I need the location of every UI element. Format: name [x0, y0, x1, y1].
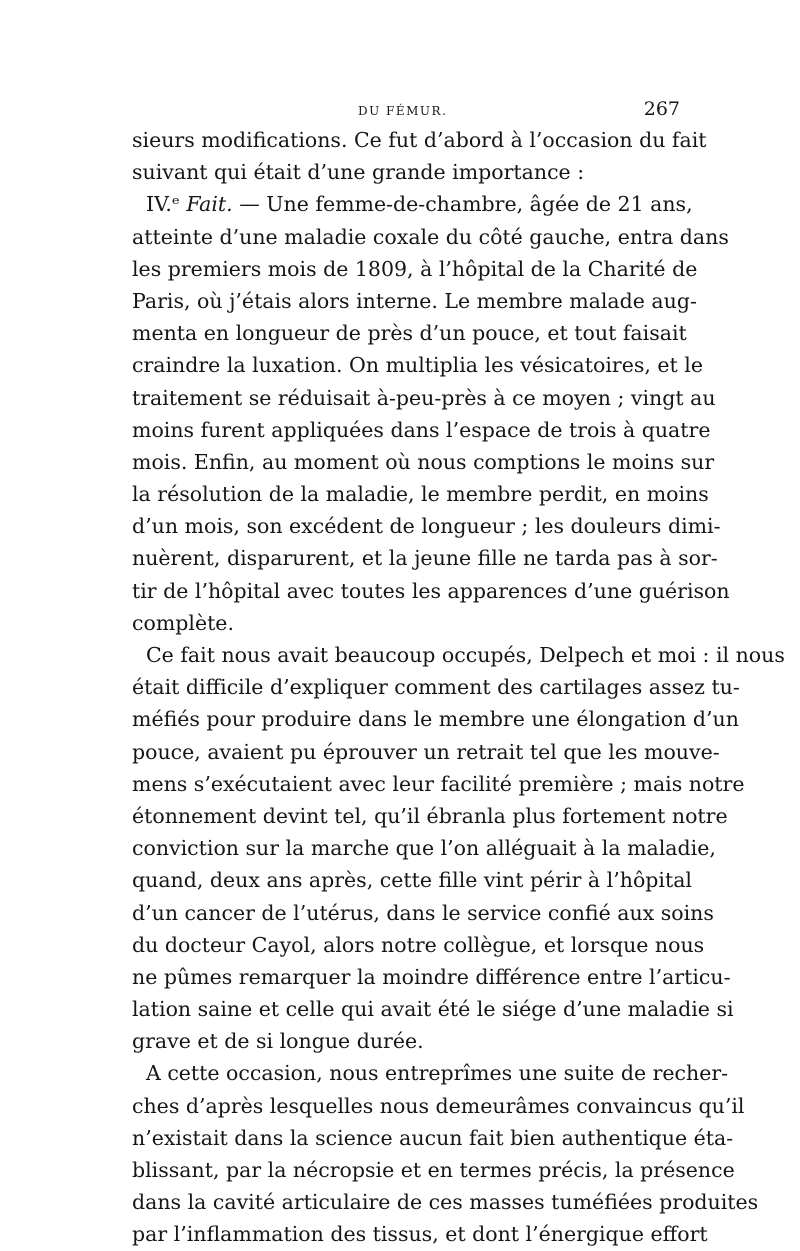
- fait-heading-line: [132, 188, 693, 220]
- text-line: du docteur Cayol, alors notre collègue, et lorsque nous: [132, 932, 705, 957]
- text-line: dans la cavité articulaire de ces masses tuméfiées produites: [132, 1190, 759, 1215]
- text-line: Ce fait nous avait beaucoup occupés, Delpech et moi : il nous: [146, 643, 785, 667]
- text-line: étonnement devint tel, qu’il ébranla plus fortement notre: [132, 803, 728, 828]
- text-line: lation saine et celle qui avait été le siége d’une maladie si: [132, 997, 734, 1022]
- text-line: sieurs modifications. Ce fut d’abord à l’occasion du fait: [132, 128, 707, 152]
- text-line: quand, deux ans après, cette fille vint périr à l’hôpital: [132, 868, 692, 893]
- text-line: tir de l’hôpital avec toutes les apparences d’une guérison: [132, 578, 730, 603]
- text-line: les premiers mois de 1809, à l’hôpital de la Charité de: [132, 256, 698, 281]
- fait-number: IV.ᵉ: [146, 192, 180, 217]
- text-line: méfiés pour produire dans le membre une élongation d’un: [132, 707, 739, 732]
- running-title: DU FÉMUR.: [358, 104, 448, 118]
- text-line: conviction sur la marche que l’on alléguait à la maladie,: [132, 836, 716, 861]
- text-line: A cette occasion, nous entreprîmes une suite de recher-: [146, 1061, 729, 1086]
- text-line: n’existait dans la science aucun fait bien authentique éta-: [132, 1125, 734, 1150]
- text-line: nuèrent, disparurent, et la jeune fille ne tarda pas à sor-: [132, 546, 718, 571]
- text-line: d’un cancer de l’utérus, dans le service confié aux soins: [132, 900, 714, 925]
- text-line: craindre la luxation. On multiplia les vésicatoires, et le: [132, 353, 703, 378]
- text-line: grave et de si longue durée.: [132, 1029, 424, 1054]
- text-line: ne pûmes remarquer la moindre différence entre l’articu-: [132, 964, 731, 989]
- text-line: ches d’après lesquelles nous demeurâmes convaincus qu’il: [132, 1093, 745, 1118]
- text-line: menta en longueur de près d’un pouce, et tout faisait: [132, 321, 687, 346]
- text-line: mens s’exécutaient avec leur facilité première ; mais notre: [132, 771, 745, 796]
- text-line: Paris, où j’étais alors interne. Le membre malade aug-: [132, 288, 697, 313]
- fait-label: Fait.: [186, 192, 233, 217]
- fait-text: — Une femme-de-chambre, âgée de 21 ans,: [239, 192, 693, 217]
- text-line: moins furent appliquées dans l’espace de trois à quatre: [132, 417, 711, 442]
- text-line: pouce, avaient pu éprouver un retrait tel que les mouve-: [132, 739, 720, 764]
- text-line: suivant qui était d’une grande importance :: [132, 160, 585, 185]
- text-line: la résolution de la maladie, le membre perdit, en moins: [132, 482, 709, 507]
- text-line: par l’inflammation des tissus, et dont l’énergique effort: [132, 1222, 708, 1247]
- text-line: complète.: [132, 610, 234, 635]
- text-line: atteinte d’une maladie coxale du côté gauche, entra dans: [132, 224, 729, 249]
- page-number: 267: [643, 98, 680, 120]
- text-line: était difficile d’expliquer comment des cartilages assez tu-: [132, 675, 740, 700]
- body-text: [132, 124, 785, 1251]
- text-line: d’un mois, son excédent de longueur ; les douleurs dimi-: [132, 514, 721, 539]
- text-line: blissant, par la nécropsie et en termes précis, la présence: [132, 1158, 735, 1182]
- text-line: mois. Enfin, au moment où nous comptions le moins sur: [132, 449, 715, 474]
- text-line: traitement se réduisait à-peu-près à ce moyen ; vingt au: [132, 385, 716, 410]
